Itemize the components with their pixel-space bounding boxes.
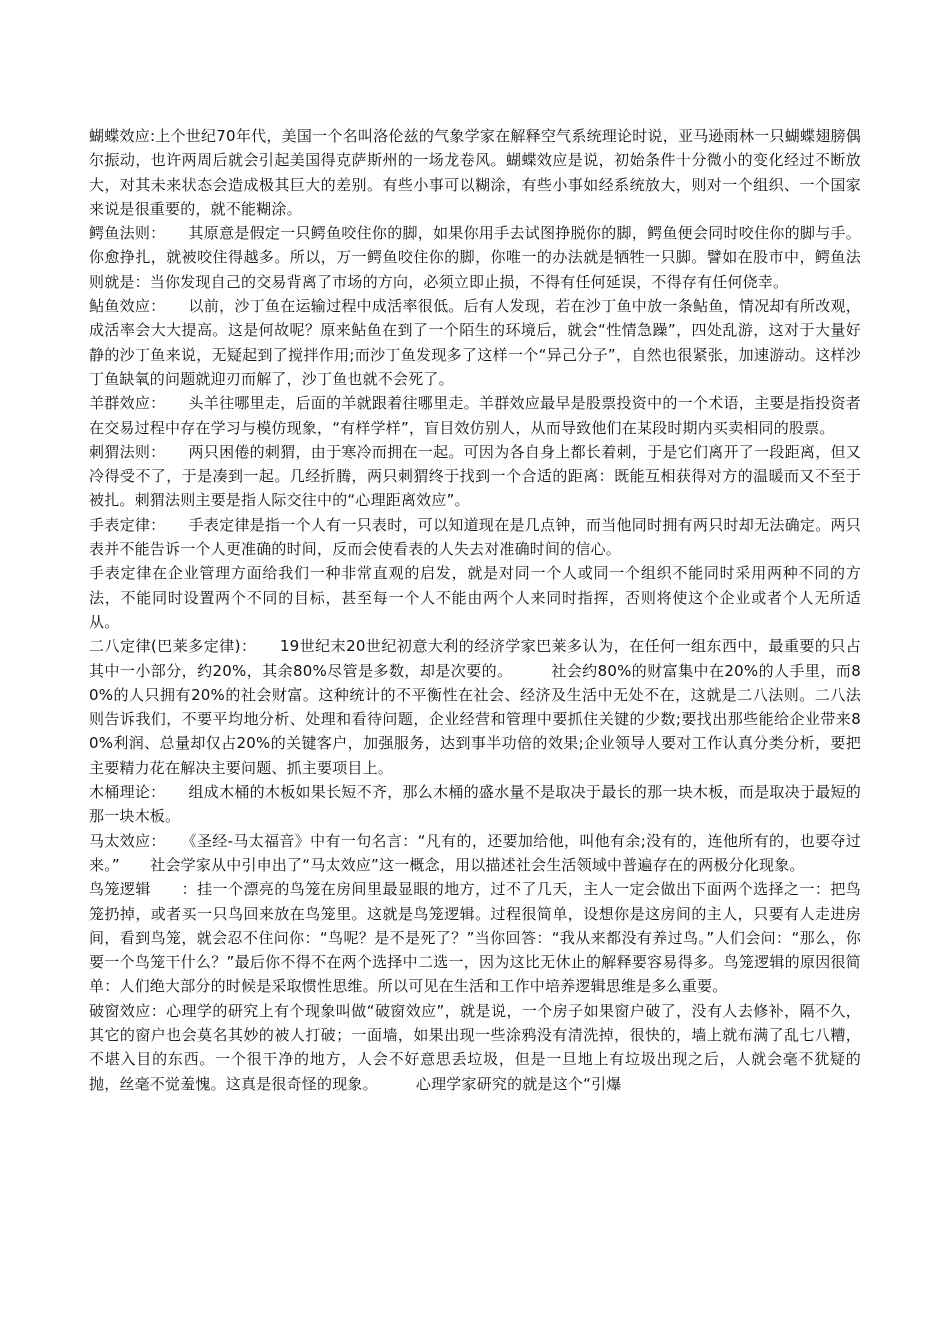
paragraph-matthew-effect: 马太效应： 《圣经-马太福音》中有一句名言：“凡有的，还要加给他，叫他有余;没有的，连他所有的，也要夺过来。” 社会学家从中引申出了“马太效应”这一概念，用以描述社会生活领域中普遍存在的两极分化现象。 (89, 831, 861, 874)
paragraph-birdcage-logic: 鸟笼逻辑 ：挂一个漂亮的鸟笼在房间里最显眼的地方，过不了几天，主人一定会做出下面两个选择之一：把鸟笼扔掉，或者买一只鸟回来放在鸟笼里。这就是鸟笼逻辑。过程很简单，设想你是这房间的主人，只要有人走进房间，看到鸟笼，就会忍不住问你：“鸟呢？是不是死了？”当你回答：“我从来都没有养过鸟。”人们会问：“那么，你要一个鸟笼干什么？”最后你不得不在两个选择中二选一，因为这比无休止的解释要容易得多。鸟笼逻辑的原因很简单：人们绝大部分的时候是采取惯性思维。所以可见在生活和工作中培养逻辑思维是多么重要。 (89, 880, 861, 996)
paragraph-bucket-theory: 木桶理论： 组成木桶的木板如果长短不齐，那么木桶的盛水量不是取决于最长的那一块木板，而是取决于最短的那一块木板。 (89, 783, 861, 826)
paragraph-crocodile-rule: 鳄鱼法则： 其原意是假定一只鳄鱼咬住你的脚，如果你用手去试图挣脱你的脚，鳄鱼便会同时咬住你的脚与手。你愈挣扎，就被咬住得越多。所以，万一鳄鱼咬住你的脚，你唯一的办法就是牺牲一只脚。譬如在股市中，鳄鱼法则就是：当你发现自己的交易背离了市场的方向，必须立即止损，不得有任何延误，不得存有任何侥幸。 (89, 224, 861, 291)
paragraph-butterfly-effect: 蝴蝶效应:上个世纪70年代，美国一个名叫洛伦兹的气象学家在解释空气系统理论时说，亚马逊雨林一只蝴蝶翅膀偶尔振动，也许两周后就会引起美国得克萨斯州的一场龙卷风。蝴蝶效应是说，初始条件十分微小的变化经过不断放大，对其未来状态会造成极其巨大的差别。有些小事可以糊涂，有些小事如经系统放大，则对一个组织、一个国家来说是很重要的，就不能糊涂。 (89, 127, 861, 218)
paragraph-watch-law-management: 手表定律在企业管理方面给我们一种非常直观的启发，就是对同一个人或同一个组织不能同时采用两种不同的方法，不能同时设置两个不同的目标，甚至每一个人不能由两个人来同时指挥，否则将使这个企业或者个人无所适从。 (89, 564, 861, 631)
paragraph-broken-window-effect: 破窗效应：心理学的研究上有个现象叫做“破窗效应”，就是说，一个房子如果窗户破了，没有人去修补，隔不久，其它的窗户也会莫名其妙的被人打破；一面墙，如果出现一些涂鸦没有清洗掉，很快的，墙上就布满了乱七八糟，不堪入目的东西。一个很干净的地方，人会不好意思丢垃圾，但是一旦地上有垃圾出现之后，人就会毫不犹疑的抛，丝毫不觉羞愧。这真是很奇怪的现象。 心理学家研究的就是这个“引爆 (89, 1001, 861, 1093)
paragraph-herd-effect: 羊群效应： 头羊往哪里走，后面的羊就跟着往哪里走。羊群效应最早是股票投资中的一个术语，主要是指投资者在交易过程中存在学习与模仿现象，“有样学样”，盲目效仿别人，从而导致他们在某段时期内买卖相同的股票。 (89, 394, 861, 437)
paragraph-catfish-effect: 鲇鱼效应： 以前，沙丁鱼在运输过程中成活率很低。后有人发现，若在沙丁鱼中放一条鲇鱼，情况却有所改观，成活率会大大提高。这是何故呢？原来鲇鱼在到了一个陌生的环境后，就会“性情急躁”，四处乱游，这对于大量好静的沙丁鱼来说，无疑起到了搅拌作用;而沙丁鱼发现多了这样一个“异己分子”，自然也很紧张，加速游动。这样沙丁鱼缺氧的问题就迎刃而解了，沙丁鱼也就不会死了。 (89, 297, 861, 388)
paragraph-hedgehog-rule: 刺猬法则： 两只困倦的刺猬，由于寒冷而拥在一起。可因为各自身上都长着刺，于是它们离开了一段距离，但又冷得受不了，于是凑到一起。几经折腾，两只刺猬终于找到一个合适的距离：既能互相获得对方的温暖而又不至于被扎。刺猬法则主要是指人际交往中的“心理距离效应”。 (89, 442, 861, 510)
paragraph-pareto-principle: 二八定律(巴莱多定律)： 19世纪末20世纪初意大利的经济学家巴莱多认为，在任何一组东西中，最重要的只占其中一小部分，约20%，其余80%尽管是多数，却是次要的。 社会约80%的财富集中在20%的人手里，而80%的人只拥有20%的社会财富。这种统计的不平衡性在社会、经济及生活中无处不在，这就是二八法则。二八法则告诉我们，不要平均地分析、处理和看待问题，企业经营和管理中要抓住关键的少数;要找出那些能给企业带来80%利润、总量却仅占20%的关键客户，加强服务，达到事半功倍的效果;企业领导人要对工作认真分类分析，要把主要精力花在解决主要问题、抓主要项目上。 (89, 637, 861, 777)
document-body (89, 124, 861, 1096)
paragraph-watch-law: 手表定律： 手表定律是指一个人有一只表时，可以知道现在是几点钟，而当他同时拥有两只时却无法确定。两只表并不能告诉一个人更准确的时间，反而会使看表的人失去对准确时间的信心。 (89, 515, 861, 559)
